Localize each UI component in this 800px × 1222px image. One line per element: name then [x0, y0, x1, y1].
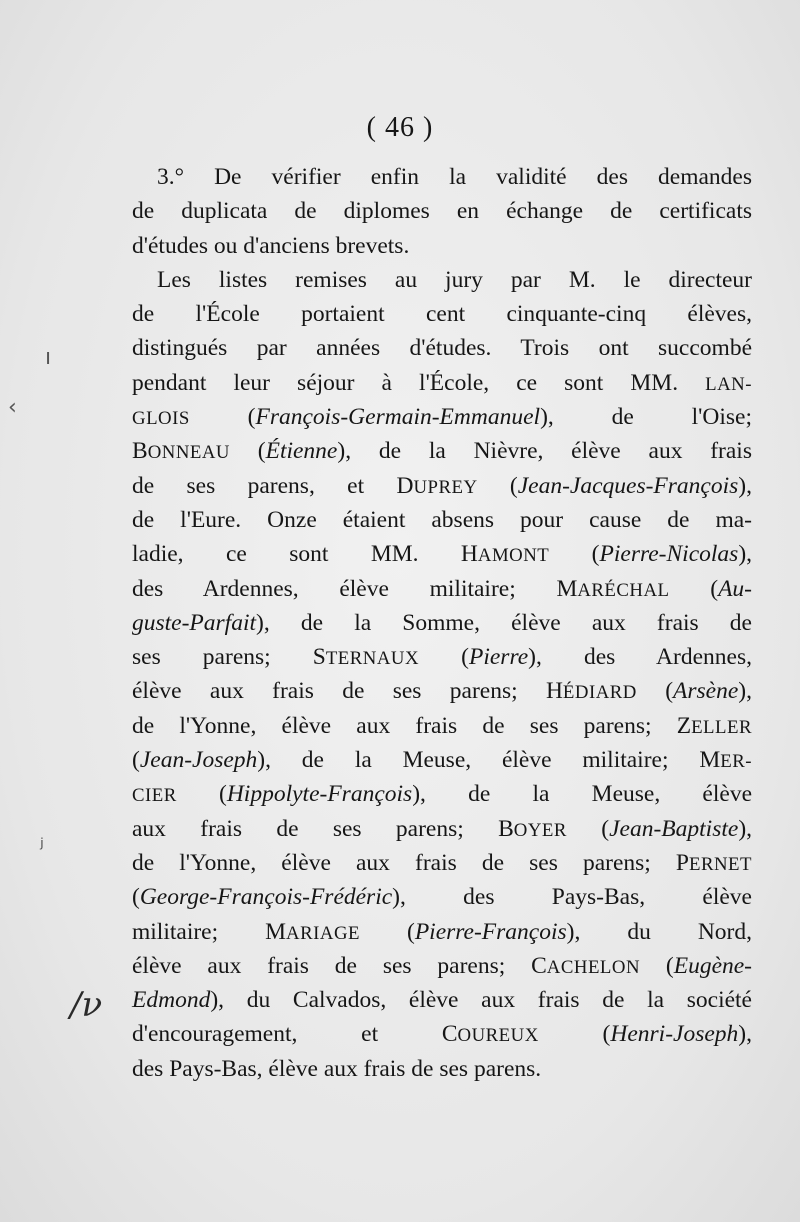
- text-run: ses parens; S: [132, 644, 326, 671]
- text-run: (: [566, 815, 610, 842]
- text-run: (: [189, 404, 256, 431]
- text-run: de l'École portaient cent cinquante-cinq élèves,: [132, 301, 752, 328]
- text-run: (: [636, 678, 674, 705]
- text-line: [132, 194, 752, 228]
- text-line: [132, 606, 752, 640]
- text-run: (: [419, 644, 469, 671]
- text-run: aux frais de ses parens; B: [132, 815, 514, 842]
- italic-given-name: Jean-Baptiste: [609, 815, 739, 842]
- text-line: [132, 572, 752, 606]
- text-line: [132, 160, 752, 194]
- italic-given-name: François-Germain-Emmanuel: [255, 404, 541, 431]
- text-line: [132, 846, 752, 880]
- small-caps-name: ER-: [720, 751, 752, 773]
- margin-tick: ʲ: [40, 835, 44, 860]
- text-run: (: [549, 541, 600, 568]
- text-run: ),: [738, 541, 753, 568]
- text-line: [132, 777, 752, 811]
- text-line: [132, 880, 752, 914]
- text-run: ), de la Meuse, élève militaire; M: [257, 747, 721, 774]
- text-run: ), du Nord,: [566, 918, 753, 945]
- text-line: [132, 949, 752, 983]
- small-caps-name: AMONT: [477, 545, 550, 567]
- italic-given-name: Pierre: [468, 644, 529, 671]
- small-caps-name: ÉDIARD: [562, 682, 637, 704]
- text-run: ),: [738, 815, 753, 842]
- small-caps-name: LAN-: [705, 373, 752, 395]
- text-line: [132, 915, 752, 949]
- small-caps-name: ARIAGE: [286, 922, 360, 944]
- text-run: (: [132, 884, 140, 911]
- italic-given-name: Edmond: [132, 987, 211, 1014]
- page-number: ( 46 ): [366, 112, 434, 143]
- text-run: (: [669, 575, 719, 602]
- italic-given-name: Arsène: [673, 678, 739, 705]
- text-run: ), des Pays-Bas, élève: [392, 884, 752, 911]
- text-run: pendant leur séjour à l'École, ce sont MM.: [132, 369, 706, 396]
- small-caps-name: ELLER: [691, 716, 752, 738]
- text-line: [132, 537, 752, 571]
- text-run: ),: [738, 1021, 752, 1048]
- text-line: [132, 674, 752, 708]
- text-line: [132, 229, 752, 263]
- small-caps-name: ACHELON: [546, 956, 641, 978]
- text-run: B: [132, 438, 148, 465]
- text-line: [132, 1052, 752, 1086]
- text-run: (: [229, 438, 266, 465]
- text-run: ),: [738, 678, 752, 705]
- text-run: des Pays-Bas, élève aux frais de ses parens.: [132, 1055, 542, 1082]
- text-line: [132, 400, 752, 434]
- small-caps-name: OUREUX: [457, 1025, 539, 1047]
- text-run: de ses parens, et D: [132, 472, 414, 499]
- small-caps-name: ONNEAU: [147, 442, 230, 464]
- text-run: (: [477, 472, 518, 499]
- italic-given-name: Eugène-: [673, 952, 753, 979]
- text-run: ), de la Nièvre, élève aux frais: [337, 438, 752, 465]
- text-line: [132, 640, 752, 674]
- text-line: [132, 469, 752, 503]
- text-line: [132, 983, 752, 1017]
- text-run: Les listes remises au jury par M. le directeur: [157, 266, 752, 293]
- italic-given-name: George-François-Frédéric: [139, 884, 393, 911]
- text-run: (: [538, 1021, 611, 1048]
- text-run: ladie, ce sont MM. H: [132, 541, 478, 568]
- italic-given-name: Au-: [718, 575, 753, 602]
- text-run: militaire; M: [132, 918, 287, 945]
- small-caps-name: ERNET: [688, 853, 752, 875]
- italic-given-name: Pierre-Nicolas: [599, 541, 739, 568]
- text-run: élève aux frais de ses parens; H: [132, 678, 563, 705]
- text-line: [132, 297, 752, 331]
- text-line: [132, 434, 752, 468]
- text-run: ), de la Somme, élève aux frais de: [256, 609, 752, 636]
- text-run: ),: [738, 472, 752, 499]
- italic-given-name: Jean-Joseph: [139, 747, 258, 774]
- italic-given-name: Pierre-François: [414, 918, 567, 945]
- body-text: [132, 160, 752, 1086]
- text-line: [132, 709, 752, 743]
- italic-given-name: Hippolyte-François: [226, 781, 413, 808]
- small-caps-name: TERNAUX: [325, 648, 420, 670]
- text-line: [132, 503, 752, 537]
- text-line: [132, 1017, 752, 1051]
- text-run: des Ardennes, élève militaire; M: [132, 575, 578, 602]
- text-line: [132, 263, 752, 297]
- text-run: de duplicata de diplomes en échange de certificats: [132, 198, 752, 225]
- text-line: [132, 812, 752, 846]
- text-run: de l'Yonne, élève aux frais de ses parens; Z: [132, 712, 692, 739]
- text-run: ), des Ardennes,: [528, 644, 752, 671]
- small-caps-name: GLOIS: [132, 408, 190, 430]
- text-run: (: [640, 952, 674, 979]
- text-run: 3.° De vérifier enfin la validité des demandes: [157, 164, 752, 190]
- text-run: (: [176, 781, 227, 808]
- text-line: [132, 743, 752, 777]
- text-run: de l'Yonne, élève aux frais de ses parens; P: [132, 849, 689, 876]
- margin-note: /ν: [70, 985, 103, 1025]
- small-caps-name: OYER: [513, 819, 567, 841]
- margin-tick: ‹: [8, 395, 17, 420]
- text-run: ), de la Meuse, élève: [412, 781, 752, 808]
- text-run: ), du Calvados, élève aux frais de la société: [210, 987, 752, 1014]
- small-caps-name: ARÉCHAL: [577, 579, 670, 601]
- italic-given-name: Jean-Jacques-François: [517, 472, 739, 499]
- text-run: ), de l'Oise;: [540, 404, 753, 431]
- margin-tick: ı: [45, 345, 52, 370]
- italic-given-name: Étienne: [265, 438, 338, 465]
- small-caps-name: UPREY: [413, 476, 478, 498]
- text-run: distingués par années d'études. Trois ont succombé: [132, 335, 752, 362]
- text-run: d'encouragement, et C: [132, 1021, 458, 1048]
- text-run: de l'Eure. Onze étaient absens pour cause de ma-: [132, 506, 752, 533]
- text-run: (: [359, 918, 415, 945]
- text-run: (: [132, 747, 140, 774]
- text-line: [132, 331, 752, 365]
- text-run: d'études ou d'anciens brevets.: [132, 232, 410, 259]
- italic-given-name: Henri-Joseph: [610, 1021, 739, 1048]
- text-run: élève aux frais de ses parens; C: [132, 952, 547, 979]
- small-caps-name: CIER: [132, 785, 177, 807]
- italic-given-name: guste-Parfait: [132, 609, 257, 636]
- text-line: [132, 366, 752, 400]
